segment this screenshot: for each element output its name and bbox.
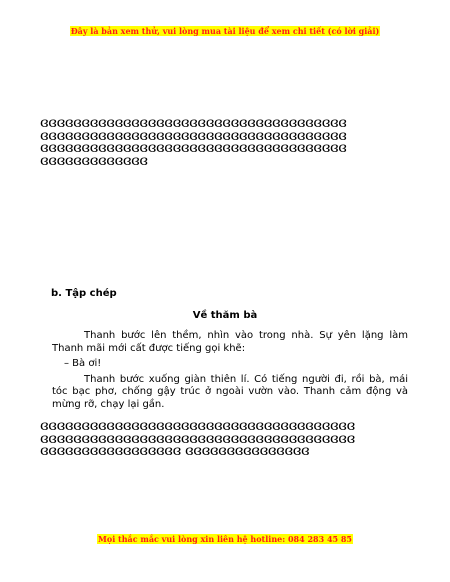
passage-body [52,330,408,411]
preview-notice-banner [0,26,450,36]
practice-line: ɞɞɞɞɞɞɞɞɞɞɞɞɞɞɞɞɞɞɞɞɞɞɞɞɞɞɞɞɞɞɞɞɞɞɞɞɞ [40,117,347,130]
practice-line: ɞɞɞɞɞɞɞɞɞɞɞɞɞɞɞɞɞɞɞɞɞɞɞɞɞɞɞɞɞɞɞɞɞɞɞɞɞ [40,129,347,143]
practice-line: ɞɞɞɞɞɞɞɞɞɞɞɞɞɞɞɞɞɞɞɞɞɞɞɞɞɞɞɞɞɞɞɞɞɞɞɞɞ [40,142,347,155]
hotline-banner [0,534,450,544]
handwriting-practice-block [40,117,412,167]
practice-line: ɞɞɞɞɞɞɞɞɞɞɞɞɞɞɞɞɞɞɞɞɞɞɞɞɞɞɞɞɞɞɞɞɞɞɞɞɞɞ [40,432,355,446]
hotline-text: Mọi thắc mắc vui lòng xin liên hệ hotline: 084 283 45 85 [98,534,352,544]
practice-line: ɞɞɞɞɞɞɞɞɞɞɞɞɞɞɞɞɞɞɞɞɞɞɞɞɞɞɞɞɞɞɞɞɞɞɞɞɞɞ [40,420,355,433]
practice-line: ɞɞɞɞɞɞɞɞɞɞɞɞɞɞɞɞɞ ɞɞɞɞɞɞɞɞɞɞɞɞɞɞɞ [40,445,310,458]
practice-line: ɞɞɞɞɞɞɞɞɞɞɞɞɞ [40,154,148,168]
passage-title: Về thăm bà [192,310,258,321]
passage-paragraph: Thanh bước lên thềm, nhìn vào trong nhà. Sự yên lặng làm Thanh mãi mới cất được tiếng gọi khẽ: [52,330,408,354]
section-heading: b. Tập chép [51,288,117,299]
passage-paragraph: Thanh bước xuống giàn thiên lí. Có tiếng người đi, rồi bà, mái tóc bạc phơ, chống gậy trúc ở ngoài vườn vào. Thanh cảm động và mừng rỡ, chạy lại gần. [52,373,408,410]
preview-notice-text: Đây là bản xem thử, vui lòng mua tài liệu để xem chi tiết (có lời giải) [70,26,380,36]
handwriting-practice-block [40,420,418,458]
passage-dialog: – Bà ơi! [64,358,102,369]
